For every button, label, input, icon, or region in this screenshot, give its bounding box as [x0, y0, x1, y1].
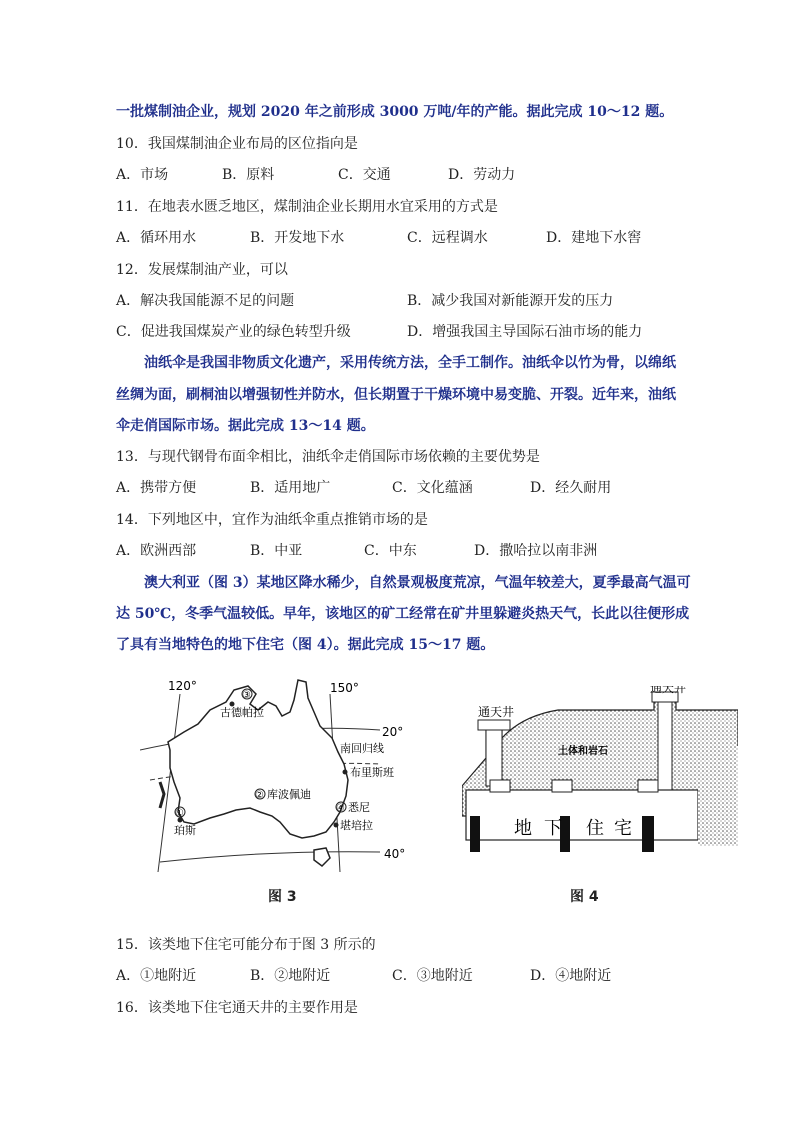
passage-intro-3-line-3: 了具有当地特色的地下住宅（图 4）。据此完成 15～17 题。 — [116, 637, 495, 653]
right-rock — [698, 746, 738, 846]
room-arch-3 — [638, 780, 658, 792]
label-brisbane: 布里斯班 — [350, 766, 394, 779]
question-12-stem: 12．发展煤制油产业，可以 — [116, 262, 288, 278]
q15-option-a: A．①地附近 — [116, 968, 197, 984]
q14-option-b: B．中亚 — [250, 543, 303, 559]
q12-option-b: B．减少我国对新能源开发的压力 — [407, 293, 614, 309]
question-15-stem: 15．该类地下住宅可能分布于图 3 所示的 — [116, 937, 376, 953]
q15-option-b: B．②地附近 — [250, 968, 331, 984]
figure-3-caption: 图 3 — [268, 889, 297, 905]
q12-option-d: D．增强我国主导国际石油市场的能力 — [407, 324, 643, 340]
label-lon-150: 150° — [330, 681, 359, 695]
label-sydney: 悉尼 — [348, 801, 370, 814]
label-shaft-right: 通天井 — [650, 686, 687, 695]
q11-option-b: B．开发地下水 — [250, 230, 345, 246]
room-arch-1 — [490, 780, 510, 792]
question-14-stem: 14．下列地区中，宜作为油纸伞重点推销市场的是 — [116, 512, 428, 528]
question-10-stem: 10．我国煤制油企业布局的区位指向是 — [116, 136, 358, 152]
right-shaft — [658, 700, 672, 790]
label-lat-20: 20° — [382, 725, 404, 739]
passage-intro-2-line-2: 丝绸为面，刷桐油以增强韧性并防水，但长期置于干燥环境中易变脆、开裂。近年来，油纸 — [116, 387, 676, 403]
q15-option-c: C．③地附近 — [392, 968, 473, 984]
question-13-stem: 13．与现代钢骨布面伞相比，油纸伞走俏国际市场依赖的主要优势是 — [116, 449, 540, 465]
label-kuda: 古德帕拉 — [220, 706, 264, 719]
label-house-3: 住 — [586, 818, 604, 839]
pillar-3 — [642, 816, 654, 852]
question-11-stem: 11．在地表水匮乏地区，煤制油企业长期用水宜采用的方式是 — [116, 199, 498, 215]
parallel-40 — [160, 852, 380, 862]
question-16-stem: 16．该类地下住宅通天井的主要作用是 — [116, 1000, 358, 1016]
label-canberra: 堪培拉 — [340, 819, 373, 832]
left-shaft — [486, 726, 502, 786]
q11-option-a: A．循环用水 — [116, 230, 197, 246]
q11-option-d: D．建地下水窖 — [546, 230, 642, 246]
brisbane-dot — [343, 770, 348, 775]
label-soil-rock: 土体和岩石 — [558, 746, 608, 757]
pillar-1 — [470, 816, 480, 852]
passage-intro-3-line-2: 达 50℃，冬季气温较低。早年，该地区的矿工经常在矿井里躲避炎热天气，长此以往便形成 — [116, 606, 690, 622]
q13-option-a: A．携带方便 — [116, 480, 197, 496]
house-cavity — [466, 790, 698, 840]
australia-outline — [168, 680, 348, 838]
q13-option-d: D．经久耐用 — [530, 480, 612, 496]
label-house-4: 宅 — [614, 818, 632, 839]
label-shaft-left: 通天井 — [478, 705, 515, 719]
q10-option-a: A．市场 — [116, 167, 169, 183]
label-point-2: ② — [255, 790, 264, 801]
q13-option-b: B．适用地广 — [250, 480, 331, 496]
label-house-1: 地 — [514, 818, 532, 839]
q14-option-c: C．中东 — [364, 543, 417, 559]
q13-option-c: C．文化蕴涵 — [392, 480, 473, 496]
passage-intro-2-line-1: 油纸伞是我国非物质文化遗产，采用传统方法，全手工制作。油纸伞以竹为骨，以绵纸 — [144, 355, 676, 371]
q14-option-a: A．欧洲西部 — [116, 543, 197, 559]
room-arch-2 — [552, 780, 572, 792]
label-point-3: ③ — [242, 690, 251, 701]
label-point-4: ④ — [336, 803, 345, 814]
q15-option-d: D．④地附近 — [530, 968, 612, 984]
label-coober: 库波佩迪 — [267, 788, 311, 801]
label-house-2: 下 — [544, 818, 562, 839]
passage-intro-3-line-1: 澳大利亚（图 3）某地区降水稀少，自然景观极度荒凉，气温年较差大，夏季最高气温可 — [144, 575, 691, 591]
q10-option-d: D．劳动力 — [448, 167, 516, 183]
figure-3-australia-map — [140, 672, 420, 872]
q12-option-a: A．解决我国能源不足的问题 — [116, 293, 295, 309]
q14-option-d: D．撒哈拉以南非洲 — [474, 543, 598, 559]
left-shaft-cap — [478, 720, 510, 730]
label-tropic: 南回归线 — [340, 742, 384, 755]
label-point-1: ① — [175, 808, 184, 819]
canberra-dot — [334, 823, 339, 828]
passage-intro-2-line-3: 伞走俏国际市场。据此完成 13～14 题。 — [116, 418, 375, 434]
figure-4-caption: 图 4 — [570, 889, 599, 905]
label-lon-120: 120° — [168, 679, 197, 693]
west-coast-mark — [160, 782, 164, 808]
label-perth: 珀斯 — [174, 824, 196, 837]
label-lat-40: 40° — [384, 847, 406, 861]
q11-option-c: C．远程调水 — [407, 230, 488, 246]
q10-option-b: B．原料 — [222, 167, 275, 183]
q10-option-c: C．交通 — [338, 167, 391, 183]
q12-option-c: C．促进我国煤炭产业的绿色转型升级 — [116, 324, 351, 340]
figure-4-underground-house — [462, 686, 738, 856]
passage-intro-1: 一批煤制油企业，规划 2020 年之前形成 3000 万吨/年的产能。据此完成 10～12 题。 — [116, 104, 674, 120]
tasmania-outline — [314, 848, 330, 866]
